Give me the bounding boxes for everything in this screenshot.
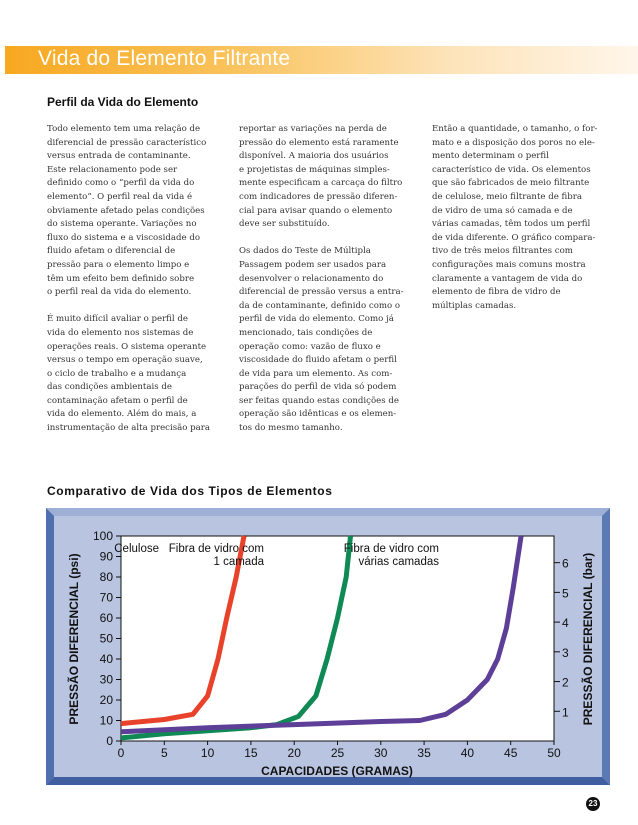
text-column-1 (47, 123, 227, 449)
x-tick-label: 25 (330, 746, 345, 760)
y-tick-label: 100 (92, 529, 113, 543)
x-tick-label: 30 (374, 746, 388, 760)
page-title: Vida do Elemento Filtrante (38, 47, 291, 70)
paragraph: Os dados do Teste de Múltipla Passagem podem ser usados para desenvolver o relacionamento do diferencial de pressão versus a entra- da de contaminante, definido como o perfil de vida do elemento. Como já mencionado, tais condições de operação como: vazão de fluxo e viscosidade do fluido afetam o perfil de vida para um elemento. As com- parações do perfil de vida só podem ser feitas quando estas condições de operação são idênticas e os elemen- tos do mesmo tamanho. (239, 246, 404, 434)
frame-bevel-left (46, 508, 54, 785)
paragraph: É muito difícil avaliar o perfil de vida do elemento nos sistemas de operações reais. O sistema operante versus o tempo em operação suave, o ciclo de trabalho e a mudança das condições ambientais de contaminação afetam o perfil de vida do elemento. Além do mais, a instrumentação de alta precisão para (47, 314, 211, 434)
x-tick-label: 20 (287, 746, 301, 760)
page-number: 23 (586, 797, 600, 811)
x-tick-label: 10 (200, 746, 215, 760)
y2-tick-label: 1 (562, 705, 569, 720)
series-label-celulose: Celulose (114, 543, 159, 555)
y2-tick-label: 2 (562, 675, 569, 690)
paragraph: reportar as variações na perda de pressão do elemento está raramente disponível. A maioria dos usuários e projetistas de máquinas simples- mente especificam a carcaça do filtro com indicadores de pressão diferen- cial para avisar quando o elemento deve ser substituído. (239, 124, 403, 230)
series-label-fibra-multi: várias camadas (358, 556, 439, 568)
frame-bevel-top (46, 508, 610, 516)
y-tick-label: 40 (99, 652, 113, 666)
x-tick-label: 45 (504, 746, 518, 760)
paragraph: Então a quantidade, o tamanho, o for- mato e a disposição dos poros no ele- mento determinam o perfil característico de vida. Os elementos que são fabricados de meio filtrante de celulose, meio filtrante de fibra de vidro de uma só camada e de várias camadas, têm todos um perfil de vida diferente. O gráfico compara- tivo de três meios filtrantes com configurações mais comuns mostra claramente a vantagem de vida do elemento de fibra de vidro de múltiplas camadas. (432, 124, 598, 311)
title-banner (5, 46, 638, 74)
y2-tick-label: 4 (562, 616, 569, 631)
y-tick-label: 20 (99, 693, 113, 707)
x-tick-label: 5 (160, 746, 168, 760)
y-tick-label: 90 (99, 549, 113, 564)
chart-title: Comparativo de Vida dos Tipos de Elementos (47, 484, 333, 498)
x-tick-label: 40 (460, 746, 475, 760)
frame-bevel-right (602, 508, 610, 785)
y-tick-label: 60 (99, 611, 113, 625)
y-tick-label: 30 (99, 672, 113, 687)
text-column-2 (239, 123, 419, 449)
y2-tick-label: 3 (562, 645, 569, 660)
text-column-3 (432, 123, 612, 327)
series-label-fibra-multi: Fibra de vidro com (343, 543, 439, 555)
y2-tick-label: 6 (562, 556, 569, 571)
frame-bevel-bottom (46, 777, 610, 785)
y2-tick-label: 5 (562, 586, 569, 601)
x-axis-label: CAPACIDADES (GRAMAS) (261, 764, 413, 778)
x-tick-label: 50 (547, 746, 561, 760)
plot-area (121, 536, 554, 741)
series-label-fibra-1: Fibra de vidro com (168, 543, 264, 555)
x-tick-label: 35 (417, 746, 431, 760)
section-title: Perfil da Vida do Elemento (47, 95, 199, 109)
y-axis-label-left: PRESSÃO DIFERENCIAL (psi) (67, 553, 81, 725)
y-tick-label: 10 (99, 713, 113, 728)
x-tick-label: 0 (117, 746, 125, 760)
y-tick-label: 0 (106, 734, 113, 748)
y-tick-label: 50 (99, 631, 113, 646)
life-comparison-chart (46, 508, 610, 785)
series-label-fibra-1: 1 camada (213, 556, 264, 568)
x-tick-label: 15 (244, 746, 258, 760)
y-tick-label: 70 (99, 590, 113, 605)
y-axis-label-right: PRESSÃO DIFERENCIAL (bar) (581, 552, 595, 726)
paragraph: Todo elemento tem uma relação de diferencial de pressão característico versus entrada de contaminante. Este relacionamento pode ser definido como o “perfil da vida do elemento”. O perfil real da vida é obviamente afetado pelas condições do sistema operante. Variações no fluxo do sistema e a viscosidade do fluido afetam o diferencial de pressão para o elemento limpo e têm um efeito bem definido sobre o perfil real da vida do elemento. (47, 124, 207, 298)
y-tick-label: 80 (99, 570, 113, 584)
